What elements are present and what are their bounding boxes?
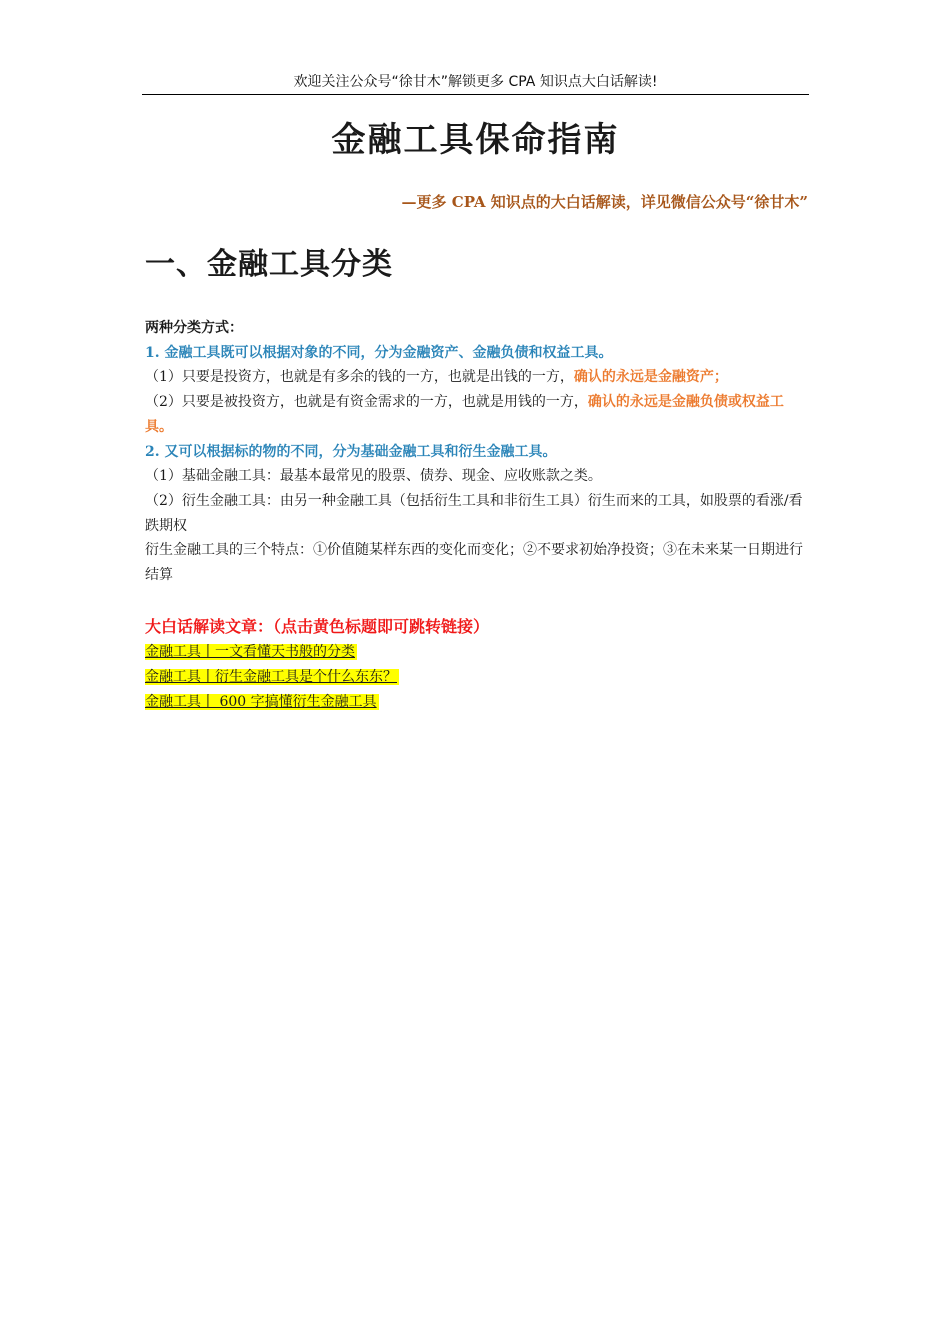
point-2-a: （1）基础金融工具：最基本最常见的股票、债券、现金、应收账款之类。	[145, 468, 602, 485]
article-link-row	[145, 665, 810, 690]
point-2: 2. 又可以根据标的物的不同，分为基础金融工具和衍生金融工具。	[145, 443, 557, 460]
document-title: 金融工具保命指南	[331, 120, 620, 160]
section-content	[145, 316, 810, 715]
point-1-a-text: （1）只要是投资方，也就是有多余的钱的一方，也就是出钱的一方，	[145, 369, 574, 386]
point-1-a	[145, 365, 810, 390]
document-subtitle: —更多 CPA 知识点的大白话解读，详见微信公众号“徐甘木”	[401, 193, 808, 211]
point-2-c: 衍生金融工具的三个特点：①价值随某样东西的变化而变化；②不要求初始净投资；③在未来某一日期进行结算	[145, 542, 803, 584]
page-header: 欢迎关注公众号“徐甘木”解锁更多 CPA 知识点大白话解读!	[293, 74, 658, 90]
section-heading: 一、金融工具分类	[145, 247, 393, 282]
point-1: 1. 金融工具既可以根据对象的不同，分为金融资产、金融负债和权益工具。	[145, 344, 613, 361]
article-link-2[interactable]: 金融工具丨衍生金融工具是个什么东东？	[145, 668, 397, 685]
article-link-row	[145, 690, 810, 715]
article-link-row	[145, 640, 810, 665]
point-1-b	[145, 390, 810, 439]
point-1-b-text: （2）只要是被投资方，也就是有资金需求的一方，也就是用钱的一方，	[145, 394, 588, 411]
point-1-b-emphasis: 确认的永远是金融负债或权益工具。	[145, 394, 784, 435]
point-2-b: （2）衍生金融工具：由另一种金融工具（包括衍生工具和非衍生工具）衍生而来的工具，如股票的看涨/看跌期权	[145, 492, 803, 534]
article-link-3[interactable]: 金融工具丨 600 字搞懂衍生金融工具	[145, 693, 377, 710]
header-divider	[142, 94, 809, 95]
spacer	[145, 588, 810, 614]
point-1-a-emphasis: 确认的永远是金融资产；	[573, 369, 728, 386]
articles-heading: 大白话解读文章：（点击黄色标题即可跳转链接）	[145, 616, 490, 636]
article-link-1[interactable]: 金融工具丨一文看懂天书般的分类	[145, 643, 355, 660]
intro-text: 两种分类方式：	[145, 320, 243, 336]
